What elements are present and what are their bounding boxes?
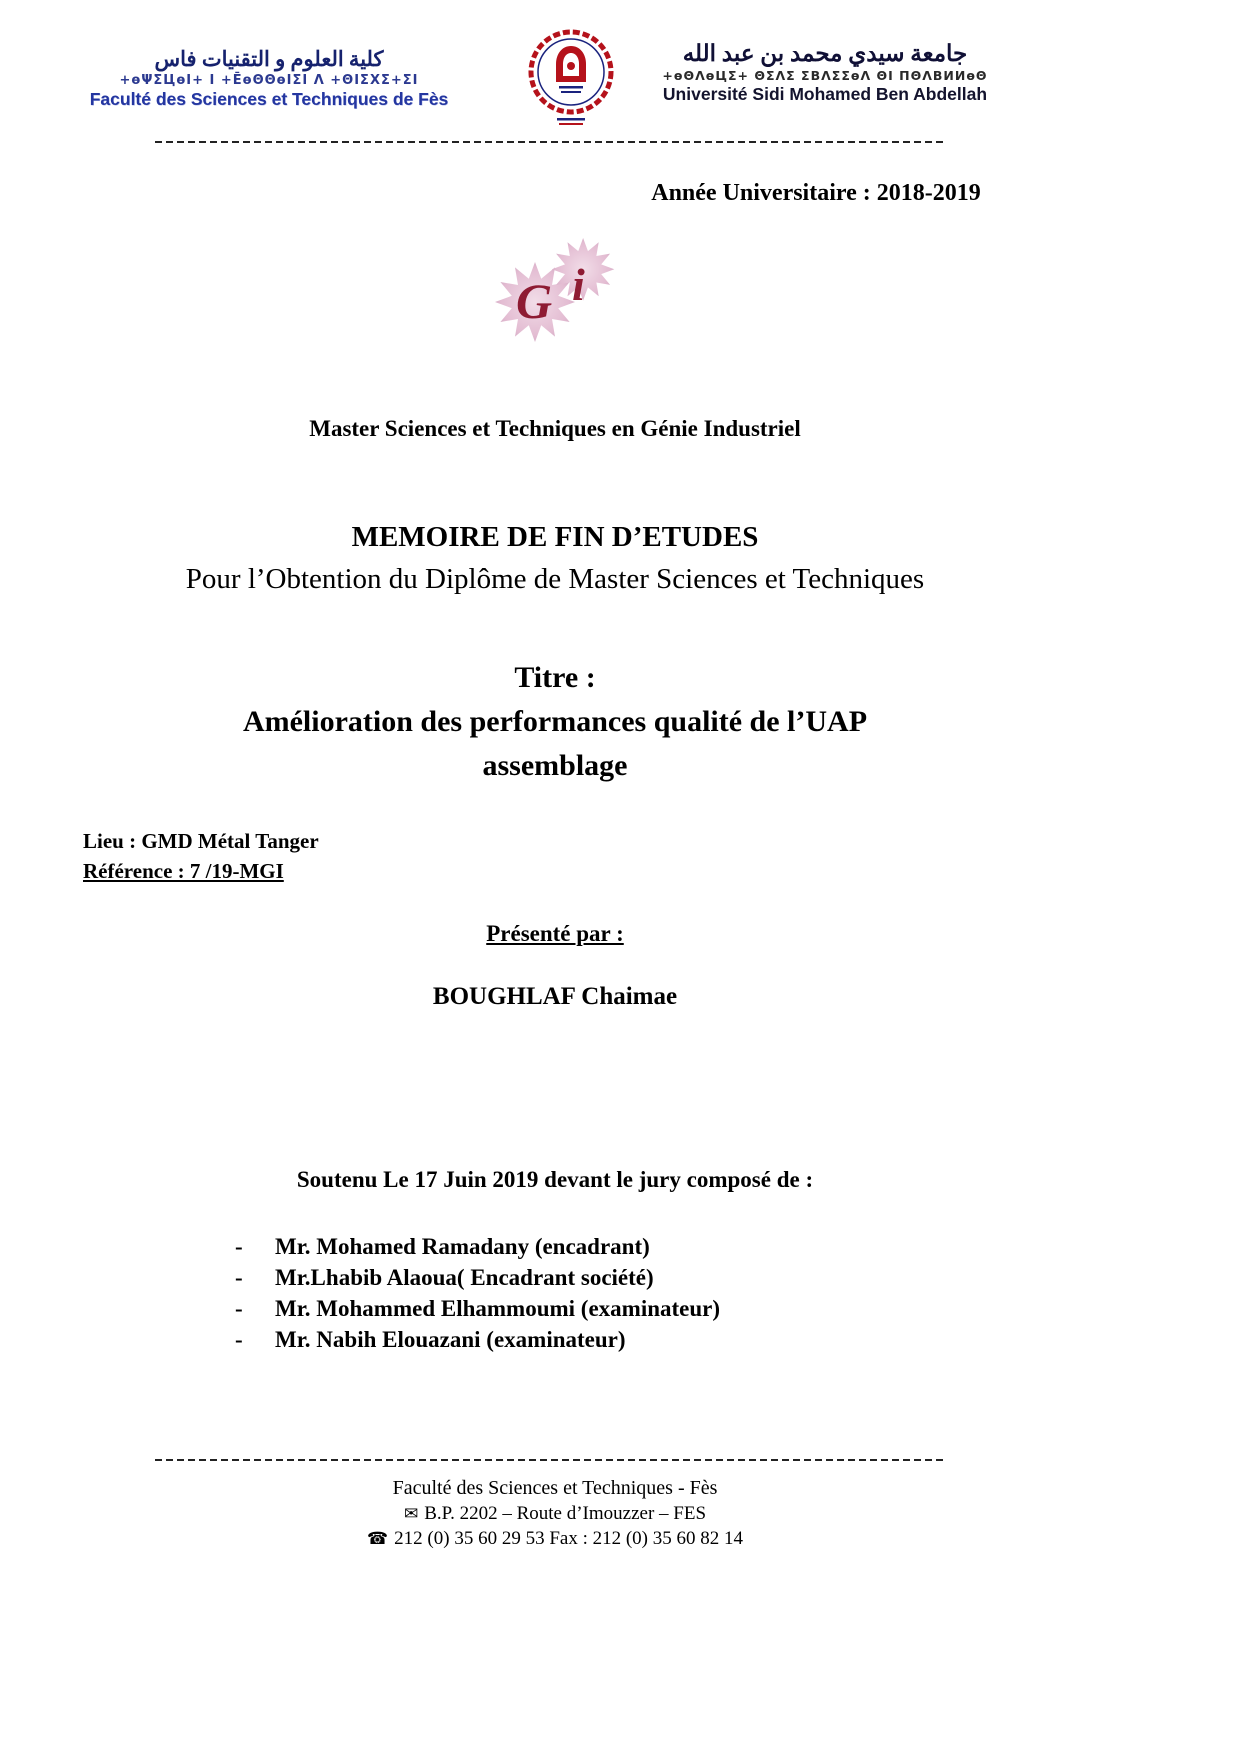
memoire-block xyxy=(0,516,1110,600)
gi-letter-g: G xyxy=(516,273,553,329)
gi-letter-i: i xyxy=(572,259,585,310)
reference: Référence : 7 /19-MGI xyxy=(83,859,284,883)
header-faculty-block xyxy=(88,46,450,110)
faculty-name-french: Faculté des Sciences et Techniques de Fès xyxy=(89,89,449,109)
gi-logo xyxy=(490,238,630,355)
jury-list xyxy=(235,1231,720,1355)
footer-phone-text: 212 (0) 35 60 29 53 Fax : 212 (0) 35 60 82 14 xyxy=(394,1528,744,1549)
header-university-block xyxy=(634,40,1016,105)
list-dash: - xyxy=(235,1296,243,1321)
footer-phone xyxy=(0,1528,1110,1550)
titre-label: Titre : xyxy=(514,661,596,694)
jury-member-name: Mr.Lhabib Alaoua( Encadrant société) xyxy=(275,1265,654,1290)
jury-member-name: Mr. Nabih Elouazani (examinateur) xyxy=(275,1327,626,1352)
memoire-title: MEMOIRE DE FIN D’ETUDES xyxy=(351,521,759,553)
program-title: Master Sciences et Techniques en Génie Industriel xyxy=(309,416,801,441)
lieu: Lieu : GMD Métal Tanger xyxy=(83,829,319,853)
university-name-arabic: جامعة سيدي محمد بن عبد الله xyxy=(682,41,968,66)
details-block xyxy=(83,826,319,886)
university-seal-logo xyxy=(528,20,614,143)
author-name: BOUGHLAF Chaimae xyxy=(432,983,678,1010)
jury-member xyxy=(235,1293,720,1324)
footer-divider xyxy=(155,1459,947,1461)
list-dash: - xyxy=(235,1234,243,1259)
jury-member xyxy=(235,1262,720,1293)
list-dash: - xyxy=(235,1265,243,1290)
jury-member-name: Mr. Mohammed Elhammoumi (examinateur) xyxy=(275,1296,721,1321)
jury-member-name: Mr. Mohamed Ramadany (encadrant) xyxy=(275,1234,650,1259)
phone-icon: ☎ xyxy=(366,1529,389,1549)
thesis-title-block xyxy=(0,656,1110,788)
faculty-name-arabic: كلية العلوم و التقنيات فاس xyxy=(154,47,384,71)
faculty-name-tifinagh: +ɵΨΣЦɵI+ I +ĒɵΘΘɵIΣI Λ +ΘIΣXΣ+ΣI xyxy=(119,73,419,88)
footer-faculty: Faculté des Sciences et Techniques - Fès xyxy=(392,1477,718,1499)
header-divider xyxy=(155,141,947,143)
jury-member xyxy=(235,1324,720,1355)
footer-address xyxy=(0,1503,1110,1525)
presented-by-label: Présenté par : xyxy=(486,921,624,946)
envelope-icon: ✉ xyxy=(403,1504,419,1524)
university-name-french: Université Sidi Mohamed Ben Abdellah xyxy=(662,84,988,104)
titre-line2: assemblage xyxy=(482,749,628,782)
list-dash: - xyxy=(235,1327,243,1352)
footer-address-text: B.P. 2202 – Route d’Imouzzer – FES xyxy=(424,1503,707,1524)
memoire-subtitle: Pour l’Obtention du Diplôme de Master Sciences et Techniques xyxy=(185,563,925,595)
defense-intro: Soutenu Le 17 Juin 2019 devant le jury composé de : xyxy=(296,1167,814,1192)
titre-line1: Amélioration des performances qualité de l’UAP xyxy=(242,705,868,738)
academic-year: Année Universitaire : 2018-2019 xyxy=(651,180,981,206)
university-name-tifinagh: +ɵΘΛɵЦΣ+ ΘΣΛΣ ΣΒΛΣΣɵΛ ΘI ΠΘΛΒИИɵΘ xyxy=(662,68,988,83)
jury-member xyxy=(235,1231,720,1262)
